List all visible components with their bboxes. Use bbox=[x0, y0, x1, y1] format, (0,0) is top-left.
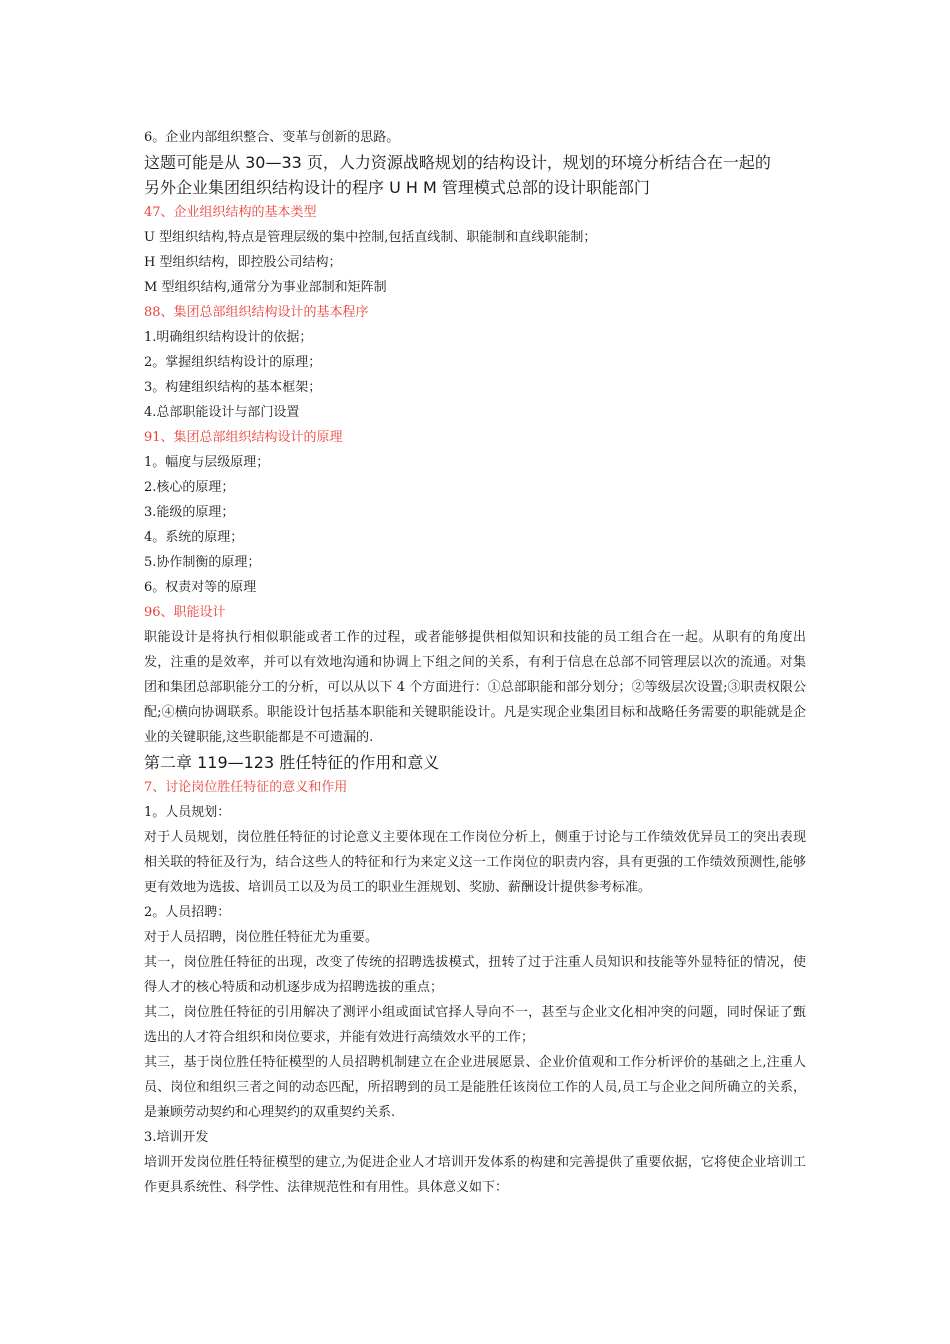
text-line: U 型组织结构,特点是管理层级的集中控制,包括直线制、职能制和直线职能制； bbox=[144, 230, 597, 245]
section-heading-91: 91、集团总部组织结构设计的原理 bbox=[144, 430, 343, 445]
text-line-large: 另外企业集团组织结构设计的程序 U H M 管理模式总部的设计职能部门 bbox=[144, 178, 650, 197]
section-heading-47: 47、企业组织结构的基本类型 bbox=[144, 205, 317, 220]
list-item: 2。掌握组织结构设计的原理； bbox=[144, 355, 322, 370]
text-line: 6。企业内部组织整合、变革与创新的思路。 bbox=[144, 130, 400, 145]
paragraph-training: 培训开发岗位胜任特征模型的建立,为促进企业人才培训开发体系的构建和完善提供了重要依据，它将使企业培训工作更具系统性、科学性、法律规范性和有用性。具体意义如下： bbox=[144, 1155, 806, 1195]
list-item: 1。人员规划： bbox=[144, 805, 231, 820]
list-item: 3.能级的原理； bbox=[144, 505, 235, 520]
list-item: 6。权责对等的原理 bbox=[144, 580, 257, 595]
section-heading-96: 96、职能设计 bbox=[144, 605, 226, 620]
paragraph-first: 其一，岗位胜任特征的出现，改变了传统的招聘选拔模式，扭转了过于注重人员知识和技能等外显特征的情况，使得人才的核心特质和动机逐步成为招聘选拔的重点； bbox=[144, 955, 806, 995]
text-line: M 型组织结构,通常分为事业部制和矩阵制 bbox=[144, 280, 387, 295]
list-item: 1。幅度与层级原理； bbox=[144, 455, 270, 470]
text-line-large: 这题可能是从 30—33 页，人力资源战略规划的结构设计，规划的环境分析结合在一起的 bbox=[144, 153, 771, 172]
text-line: H 型组织结构，即控股公司结构； bbox=[144, 255, 342, 270]
list-item: 3.培训开发 bbox=[144, 1130, 209, 1145]
paragraph-third: 其三，基于岗位胜任特征模型的人员招聘机制建立在企业进展愿景、企业价值观和工作分析评价的基础之上,注重人员、岗位和组织三者之间的动态匹配，所招聘到的员工是能胜任该岗位工作的人员,员工与企业之间所确立的关系，是兼顾劳动契约和心理契约的双重契约关系. bbox=[144, 1055, 806, 1120]
text-line: 对于人员招聘，岗位胜任特征尤为重要。 bbox=[144, 930, 379, 945]
paragraph-personnel-planning: 对于人员规划，岗位胜任特征的讨论意义主要体现在工作岗位分析上，侧重于讨论与工作绩效优异员工的突出表现相关联的特征及行为，结合这些人的特征和行为来定义这一工作岗位的职责内容，具有更强的工作绩效预测性,能够更有效地为选拔、培训员工以及为员工的职业生涯规划、奖励、薪酬设计提供参考标准。 bbox=[144, 830, 806, 895]
list-item: 5.协作制衡的原理； bbox=[144, 555, 261, 570]
section-heading-7: 7、讨论岗位胜任特征的意义和作用 bbox=[144, 780, 348, 795]
list-item: 2。人员招聘： bbox=[144, 905, 231, 920]
chapter-heading: 第二章 119—123 胜任特征的作用和意义 bbox=[144, 753, 440, 772]
section-heading-88: 88、集团总部组织结构设计的基本程序 bbox=[144, 305, 369, 320]
paragraph-function-design: 职能设计是将执行相似职能或者工作的过程，或者能够提供相似知识和技能的员工组合在一起。从职有的角度出发，注重的是效率，并可以有效地沟通和协调上下组之间的关系，有利于信息在总部不同管理层以次的流通。对集团和集团总部职能分工的分析，可以从以下 4 个方面进行：①总部职能和部分划分；②等级层次设置;③职责权限公配;④横向协调联系。职能设计包括基本职能和关键职能设计。凡是实现企业集团目标和战略任务需要的职能就是企业的关键职能,这些职能都是不可遗漏的. bbox=[144, 630, 806, 745]
list-item: 4.总部职能设计与部门设置 bbox=[144, 405, 300, 420]
document-body bbox=[144, 125, 806, 1200]
list-item: 1.明确组织结构设计的依据； bbox=[144, 330, 313, 345]
list-item: 3。构建组织结构的基本框架； bbox=[144, 380, 322, 395]
list-item: 4。系统的原理； bbox=[144, 530, 244, 545]
paragraph-second: 其二，岗位胜任特征的引用解决了测评小组或面试官择人导向不一，甚至与企业文化相冲突的问题，同时保证了甄选出的人才符合组织和岗位要求，并能有效进行高绩效水平的工作； bbox=[144, 1005, 806, 1045]
list-item: 2.核心的原理； bbox=[144, 480, 235, 495]
